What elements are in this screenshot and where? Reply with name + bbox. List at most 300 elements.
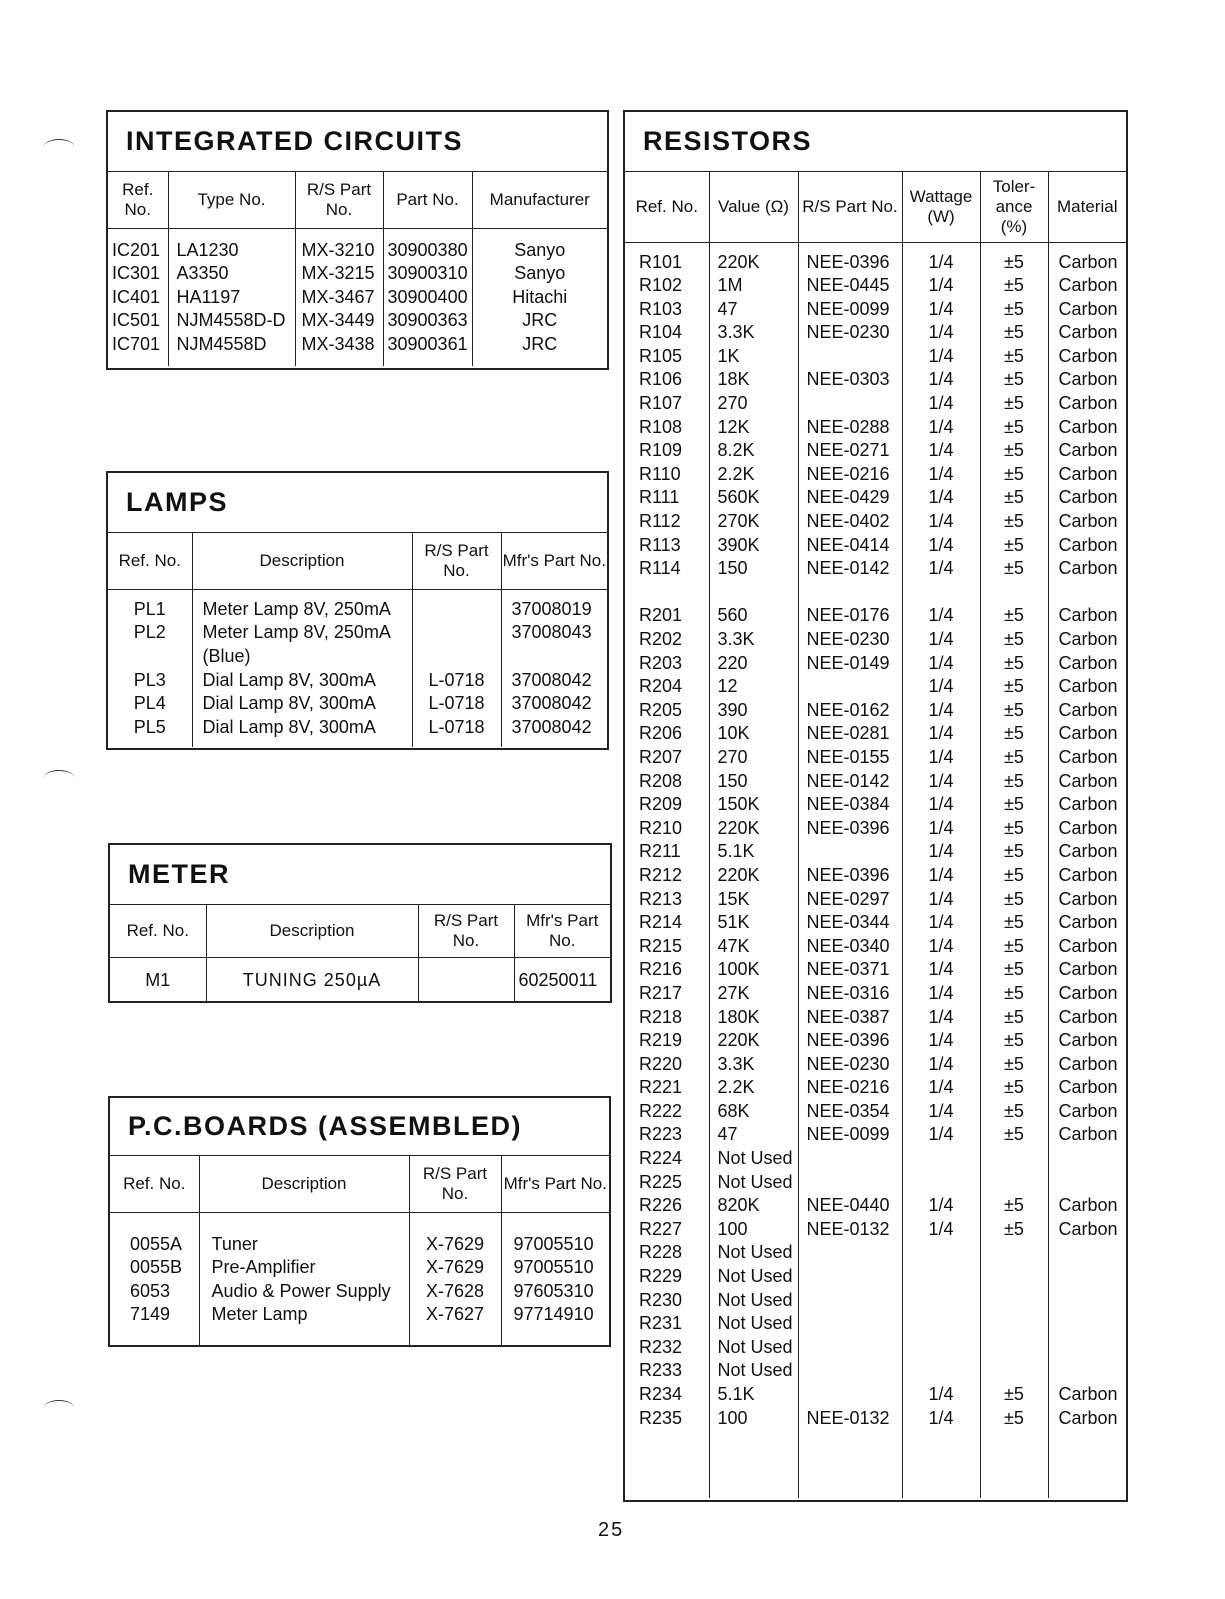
table-cell: 47 (717, 1124, 738, 1145)
table-cell: ±5 (1004, 1077, 1024, 1098)
table-cell: Not Used (717, 1242, 793, 1263)
table-cell: 1/4 (928, 440, 954, 461)
table-cell: 820K (717, 1195, 760, 1216)
table-cell: ±5 (1004, 770, 1024, 791)
table-cell: ±5 (1004, 935, 1024, 956)
table-cell: X-7627 (425, 1304, 485, 1324)
ic-table (108, 172, 607, 366)
header-ref-no: Ref. No. (110, 905, 206, 957)
table-cell (807, 1289, 902, 1313)
table-cell (903, 1289, 980, 1313)
header-material: Material (1048, 172, 1126, 242)
table-cell: Carbon (1058, 534, 1118, 555)
table-cell: NEE-0429 (806, 487, 890, 508)
ic-type-col (168, 228, 295, 366)
table-cell: Carbon (1058, 1006, 1118, 1027)
table-cell: R109 (639, 440, 683, 461)
table-cell: 1/4 (928, 1053, 954, 1074)
table-cell: ±5 (1004, 605, 1024, 626)
table-cell: IC401 (112, 286, 161, 307)
header-tolerance: Toler- ance (%) (980, 172, 1048, 242)
table-cell: 1/4 (928, 1030, 954, 1051)
table-cell: R233 (639, 1360, 683, 1381)
table-cell: Carbon (1058, 1407, 1118, 1428)
table-cell: 390K (717, 534, 760, 555)
table-cell: 18K (717, 369, 750, 390)
table-cell (981, 1241, 1048, 1265)
table-cell: R226 (639, 1195, 683, 1216)
table-cell: 1/4 (928, 534, 954, 555)
res-value-col (709, 242, 798, 1498)
table-cell: ±5 (1004, 1053, 1024, 1074)
table-cell (903, 1241, 980, 1265)
table-cell: 7149 (130, 1304, 171, 1324)
table-cell: 220K (717, 817, 760, 838)
table-cell: ±5 (1004, 463, 1024, 484)
table-cell: 1/4 (928, 888, 954, 909)
table-cell: 1/4 (928, 935, 954, 956)
table-cell: Carbon (1058, 416, 1118, 437)
table-cell: 1/4 (928, 1006, 954, 1027)
table-cell: ±5 (1004, 440, 1024, 461)
table-cell: 1/4 (928, 251, 954, 272)
table-cell (903, 1265, 980, 1289)
table-cell: Carbon (1058, 770, 1118, 791)
lamps-table (108, 533, 607, 747)
table-cell (981, 1147, 1048, 1171)
table-cell: ±5 (1004, 322, 1024, 343)
table-cell: R201 (639, 605, 683, 626)
table-cell: R224 (639, 1148, 683, 1169)
table-cell: R218 (639, 1006, 683, 1027)
table-cell: Carbon (1058, 1100, 1118, 1121)
table-cell (903, 1171, 980, 1195)
table-cell: 1/4 (928, 416, 954, 437)
header-description: Description (199, 1156, 409, 1212)
table-cell: NEE-0371 (806, 959, 890, 980)
table-cell: ±5 (1004, 487, 1024, 508)
table-cell: 220K (717, 251, 760, 272)
section-title: LAMPS (108, 473, 607, 533)
table-cell: NEE-0132 (806, 1407, 890, 1428)
table-cell (903, 1336, 980, 1360)
table-cell: PL5 (133, 716, 166, 737)
table-cell: Meter Lamp 8V, 250mA (202, 598, 391, 619)
table-cell: PL4 (133, 693, 166, 714)
table-cell (1059, 1265, 1127, 1289)
table-cell: ±5 (1004, 1407, 1024, 1428)
table-cell: NEE-0155 (806, 746, 890, 767)
table-cell: Dial Lamp 8V, 300mA (202, 693, 376, 714)
table-cell: 1/4 (928, 1077, 954, 1098)
table-cell (413, 645, 501, 669)
ic-ref-col (108, 228, 168, 366)
table-cell (718, 581, 798, 605)
table-cell: 1/4 (928, 864, 954, 885)
ic-mfr-col (472, 228, 607, 366)
table-cell: R104 (639, 322, 683, 343)
table-cell: X-7629 (425, 1257, 485, 1277)
table-cell: NJM4558D-D (176, 310, 286, 330)
table-cell: Carbon (1058, 912, 1118, 933)
table-cell: 60250011 (518, 969, 598, 990)
table-cell: ±5 (1004, 794, 1024, 815)
table-cell: Carbon (1058, 298, 1118, 319)
table-cell: ±5 (1004, 1030, 1024, 1051)
table-cell: MX-3438 (301, 333, 375, 354)
table-cell: NEE-0216 (806, 1077, 890, 1098)
table-cell: R206 (639, 723, 683, 744)
table-cell: Not Used (717, 1148, 793, 1169)
table-cell: NEE-0230 (806, 629, 890, 649)
table-cell: Carbon (1058, 511, 1118, 532)
table-cell: ±5 (1004, 298, 1024, 319)
table-cell: 270 (717, 746, 748, 767)
table-cell: 180K (717, 1006, 760, 1027)
table-cell (1059, 581, 1127, 605)
table-cell: 30900380 (387, 239, 468, 260)
table-cell: NEE-0288 (806, 416, 890, 437)
table-cell: NEE-0162 (806, 699, 890, 720)
table-cell: 1/4 (928, 558, 954, 579)
table-cell: 1/4 (928, 629, 954, 649)
table-cell (1059, 1359, 1127, 1383)
meter-mfr-col (514, 957, 610, 1001)
table-cell: 10K (717, 723, 750, 744)
table-cell: L-0718 (428, 716, 485, 737)
integrated-circuits-section (106, 110, 609, 370)
table-cell: Dial Lamp 8V, 300mA (202, 669, 376, 690)
table-cell: NEE-0303 (806, 369, 890, 390)
table-cell: Carbon (1058, 251, 1118, 272)
table-cell: Carbon (1058, 652, 1118, 673)
header-rs-part-no: R/S Part No. (409, 1156, 501, 1212)
table-cell: MX-3210 (301, 239, 375, 260)
table-cell: Carbon (1058, 794, 1118, 815)
table-cell: 1/4 (928, 959, 954, 980)
pcb-mfr-col (501, 1212, 609, 1345)
table-cell: 30900310 (387, 263, 468, 283)
table-cell: 1/4 (928, 1407, 954, 1428)
table-cell: 150K (717, 794, 760, 815)
table-cell: ±5 (1004, 1218, 1024, 1239)
table-cell: ±5 (1004, 817, 1024, 838)
table-cell: 37008043 (511, 622, 592, 643)
table-cell: ±5 (1004, 746, 1024, 767)
table-cell: ±5 (1004, 723, 1024, 744)
table-cell: NEE-0396 (806, 817, 890, 838)
table-cell: Not Used (717, 1336, 793, 1357)
lamp-rs-col (412, 589, 501, 747)
header-description: Description (206, 905, 418, 957)
table-cell: Not Used (717, 1360, 793, 1381)
meter-rs-col (418, 957, 514, 1001)
table-cell: R209 (639, 794, 683, 815)
lamp-desc-col (192, 589, 412, 747)
table-cell: Carbon (1058, 1124, 1118, 1145)
table-cell: 1/4 (928, 322, 954, 343)
table-cell: 97714910 (513, 1304, 594, 1324)
table-cell: 1/4 (928, 676, 954, 697)
table-cell: NEE-0216 (806, 463, 890, 484)
header-rs-part-no: R/S Part No. (412, 533, 501, 589)
table-cell: R112 (639, 511, 681, 532)
table-cell (807, 1383, 902, 1407)
table-cell: Meter Lamp (211, 1304, 308, 1324)
table-cell: ±5 (1004, 864, 1024, 885)
resistors-section (623, 110, 1128, 1502)
table-cell: R223 (639, 1124, 683, 1145)
section-title: RESISTORS (625, 112, 1126, 172)
table-cell: 1/4 (928, 345, 954, 366)
table-cell: 1/4 (928, 746, 954, 767)
table-cell: Carbon (1058, 1030, 1118, 1051)
header-description: Description (192, 533, 412, 589)
table-cell (807, 1241, 902, 1265)
table-cell: Audio & Power Supply (211, 1280, 391, 1301)
table-cell: ±5 (1004, 629, 1024, 649)
table-cell: R230 (639, 1289, 683, 1310)
table-cell: Carbon (1058, 676, 1118, 697)
table-cell: 97605310 (513, 1280, 594, 1301)
table-cell (1059, 1312, 1127, 1336)
pcb-rs-col (409, 1212, 501, 1345)
table-cell: NJM4558D (176, 333, 267, 354)
table-cell: 37008042 (511, 716, 592, 737)
table-cell: Carbon (1058, 1077, 1118, 1098)
table-cell: 1/4 (928, 794, 954, 815)
table-cell: 5.1K (717, 1384, 755, 1404)
table-cell (807, 1312, 902, 1336)
table-cell: R207 (639, 746, 683, 767)
table-cell: JRC (522, 333, 558, 354)
table-cell: Not Used (717, 1266, 793, 1287)
table-cell: R108 (639, 416, 683, 437)
table-cell: Pre-Amplifier (211, 1257, 316, 1277)
table-cell: Carbon (1058, 699, 1118, 720)
table-cell: R114 (639, 558, 681, 579)
table-cell (413, 598, 501, 622)
table-cell: 1M (717, 275, 743, 296)
table-cell: R222 (639, 1100, 683, 1121)
table-cell: ±5 (1004, 345, 1024, 366)
table-cell: Carbon (1058, 393, 1118, 414)
table-cell (1059, 1241, 1127, 1265)
table-cell: ±5 (1004, 652, 1024, 673)
table-cell: NEE-0142 (806, 770, 890, 791)
table-cell: R211 (639, 841, 681, 862)
table-cell (807, 345, 902, 369)
table-cell: X-7628 (425, 1280, 485, 1301)
table-cell (903, 1312, 980, 1336)
table-cell (981, 1312, 1048, 1336)
table-cell: R232 (639, 1336, 683, 1357)
table-cell: R216 (639, 959, 683, 980)
table-cell: NEE-0230 (806, 1053, 890, 1074)
table-cell: 150 (717, 770, 748, 791)
table-cell: 30900363 (387, 310, 468, 330)
table-cell: Carbon (1058, 1218, 1118, 1239)
table-cell: NEE-0132 (806, 1218, 890, 1239)
page-number: 25 (598, 1519, 625, 1541)
header-ref-no: Ref. No. (108, 533, 192, 589)
table-cell: ±5 (1004, 1006, 1024, 1027)
table-cell: 1/4 (928, 605, 954, 626)
table-cell: 1/4 (928, 463, 954, 484)
table-cell (981, 1359, 1048, 1383)
table-cell: Carbon (1058, 746, 1118, 767)
table-cell: JRC (522, 310, 558, 330)
table-cell: NEE-0414 (806, 534, 890, 555)
table-cell: R110 (639, 463, 681, 484)
table-cell: 37008042 (511, 693, 592, 714)
table-cell: ±5 (1004, 534, 1024, 555)
table-cell (807, 1336, 902, 1360)
table-cell: ±5 (1004, 416, 1024, 437)
table-cell: Carbon (1058, 558, 1118, 579)
table-cell (807, 675, 902, 699)
table-cell: Not Used (717, 1171, 793, 1192)
table-cell: 2.2K (717, 1077, 755, 1098)
table-cell: R235 (639, 1407, 683, 1428)
table-cell: R229 (639, 1266, 683, 1287)
table-cell: NEE-0230 (806, 322, 890, 343)
meter-desc-col (206, 957, 418, 1001)
table-cell: 97005510 (513, 1257, 594, 1277)
table-cell: 27K (717, 982, 750, 1003)
table-cell: NEE-0099 (806, 1124, 890, 1145)
lamps-section (106, 471, 609, 750)
table-cell: Not Used (717, 1289, 793, 1310)
table-cell (903, 1147, 980, 1171)
table-cell (981, 1336, 1048, 1360)
header-type-no: Type No. (168, 172, 295, 228)
table-cell: NEE-0354 (806, 1100, 890, 1121)
header-rs-part-no: R/S Part No. (295, 172, 383, 228)
table-cell: 1/4 (928, 912, 954, 933)
table-cell: 1K (717, 345, 740, 366)
table-cell: Hitachi (512, 286, 568, 307)
table-cell: R105 (639, 345, 683, 366)
table-cell: X-7629 (425, 1233, 485, 1254)
table-cell: Carbon (1058, 440, 1118, 461)
table-cell: R231 (639, 1313, 683, 1334)
binder-mark (44, 770, 74, 785)
table-cell: R220 (639, 1053, 683, 1074)
table-cell (981, 1265, 1048, 1289)
table-cell (807, 1147, 902, 1171)
header-mfr-part-no: Mfr's Part No. (501, 533, 607, 589)
table-cell: 1/4 (928, 487, 954, 508)
table-cell: NEE-0396 (806, 864, 890, 885)
meter-table (110, 905, 610, 1001)
table-cell: Meter Lamp 8V, 250mA (202, 622, 391, 643)
table-cell: ±5 (1004, 676, 1024, 697)
table-cell: 47K (717, 935, 750, 956)
table-cell: Carbon (1058, 629, 1118, 649)
table-cell: R101 (639, 251, 683, 272)
table-cell (981, 1289, 1048, 1313)
table-cell (419, 968, 514, 992)
table-cell: Tuner (211, 1233, 258, 1254)
section-title: METER (110, 845, 610, 905)
table-cell: ±5 (1004, 841, 1024, 862)
table-cell (807, 392, 902, 416)
header-ref-no: Ref. No. (108, 172, 168, 228)
table-cell: ±5 (1004, 912, 1024, 933)
table-cell: 2.2K (717, 463, 755, 484)
table-cell: ±5 (1004, 1124, 1024, 1145)
table-cell: 1/4 (928, 841, 954, 862)
table-cell: R214 (639, 912, 683, 933)
table-cell: Dial Lamp 8V, 300mA (202, 716, 376, 737)
table-cell: 1/4 (928, 393, 954, 414)
table-cell: 220K (717, 864, 760, 885)
pc-boards-section (108, 1096, 611, 1347)
table-cell: ±5 (1004, 959, 1024, 980)
table-cell: 12K (717, 416, 750, 437)
table-cell: 97005510 (513, 1233, 594, 1254)
table-cell: Sanyo (514, 239, 566, 260)
table-cell (512, 645, 608, 669)
table-cell: 1/4 (928, 652, 954, 673)
table-cell: Carbon (1058, 982, 1118, 1003)
table-cell: ±5 (1004, 1100, 1024, 1121)
table-cell: NEE-0402 (806, 511, 890, 532)
meter-ref-col (110, 957, 206, 1001)
table-cell: Carbon (1058, 959, 1118, 980)
table-cell: R228 (639, 1242, 683, 1263)
table-cell (807, 581, 902, 605)
binder-mark (44, 139, 74, 154)
table-cell: 37008019 (511, 598, 592, 619)
table-cell: 15K (717, 888, 750, 909)
table-cell: 1/4 (928, 723, 954, 744)
table-cell: MX-3467 (301, 286, 375, 307)
table-cell: NEE-0142 (806, 558, 890, 579)
table-cell: Carbon (1058, 888, 1118, 909)
table-cell: ±5 (1004, 982, 1024, 1003)
table-cell: 1/4 (928, 699, 954, 720)
table-cell: Carbon (1058, 345, 1118, 366)
table-cell: NEE-0396 (806, 251, 890, 272)
table-cell: 270 (717, 393, 748, 414)
table-cell: 1/4 (928, 298, 954, 319)
ic-part-col (383, 228, 472, 366)
table-cell: 1/4 (928, 1124, 954, 1145)
table-cell: ±5 (1004, 393, 1024, 414)
table-cell: ±5 (1004, 1384, 1024, 1404)
header-rs-part-no: R/S Part No. (798, 172, 902, 242)
table-cell: NEE-0445 (806, 275, 890, 296)
table-cell (807, 1171, 902, 1195)
table-cell: 3.3K (717, 322, 755, 343)
lamp-ref-col (108, 589, 192, 747)
res-watt-col (902, 242, 980, 1498)
table-cell: 1/4 (928, 511, 954, 532)
table-cell: Carbon (1058, 605, 1118, 626)
table-cell: NEE-0297 (806, 888, 890, 909)
table-cell: ±5 (1004, 369, 1024, 390)
table-cell: 3.3K (717, 629, 755, 649)
table-cell: 150 (717, 558, 748, 579)
table-cell: NEE-0281 (806, 723, 890, 744)
resistors-table (625, 172, 1126, 1498)
table-cell: Carbon (1058, 322, 1118, 343)
table-cell (1059, 1171, 1127, 1195)
table-cell: 1/4 (928, 1100, 954, 1121)
table-cell: NEE-0149 (806, 652, 890, 673)
